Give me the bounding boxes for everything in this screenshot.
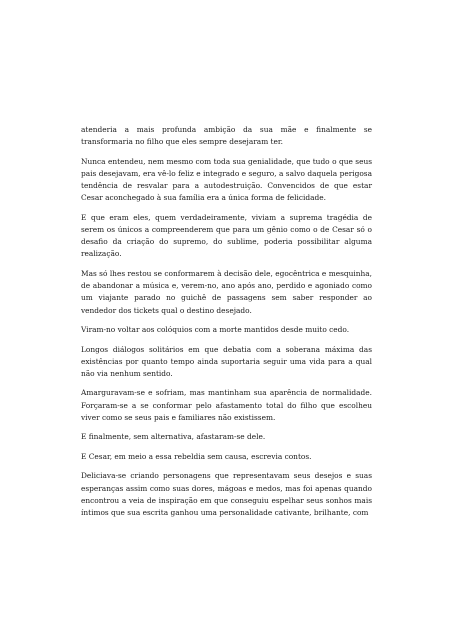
paragraph: Viram-no voltar aos colóquios com a morte mantidos desde muito cedo. [81, 325, 350, 335]
paragraph: Amarguravam-se e sofriam, mas mantinham sua aparência de normalidade. Forçaram-se a se conformar pelo afastamento total do filho que escolheu viver como se seus pais e familiares não existissem. [81, 388, 372, 422]
paragraph: E que eram eles, quem verdadeiramente, viviam a suprema tragédia de serem os únicos a compreenderem que para um gênio como o de Cesar só o desafio da criação do supremo, do sublime, poderia possibilitar alguma realização. [81, 212, 372, 259]
body-text [81, 124, 372, 526]
paragraph: Deliciava-se criando personagens que representavam seus desejos e suas esperanças assim como suas dores, mágoas e medos, mas foi apenas quando encontrou a veia de inspiração em que conseguiu espelhar seus sonhos mais íntimos que sua escrita ganhou uma personalidade cativante, brilhante, com [81, 471, 372, 517]
paragraph: Nunca entendeu, nem mesmo com toda sua genialidade, que tudo o que seus pais desejavam, era vê-lo feliz e integrado e seguro, a salvo daquela perigosa tendência de resvalar para a autodestruição. Convencidos de que estar Cesar aconchegado à sua família era a única forma de felicidade. [81, 156, 372, 203]
paragraph: Mas só lhes restou se conformarem à decisão dele, egocêntrica e mesquinha, de abandonar a música e, verem-no, ano após ano, perdido e agoniado como um viajante parado no guichê de passagens sem saber responder ao vendedor dos tickets qual o destino desejado. [81, 268, 372, 315]
paragraph: E finalmente, sem alternativa, afastaram-se dele. [81, 432, 266, 442]
paragraph: E Cesar, em meio a essa rebeldia sem causa, escrevia contos. [81, 451, 312, 461]
paragraph: Longos diálogos solitários em que debatia com a soberana máxima das existências por quanto tempo ainda suportaria seguir uma vida para a qual não via nenhum sentido. [81, 344, 372, 378]
paragraph: atenderia a mais profunda ambição da sua mãe e finalmente se transformaria no filho que eles sempre desejaram ter. [81, 125, 372, 147]
